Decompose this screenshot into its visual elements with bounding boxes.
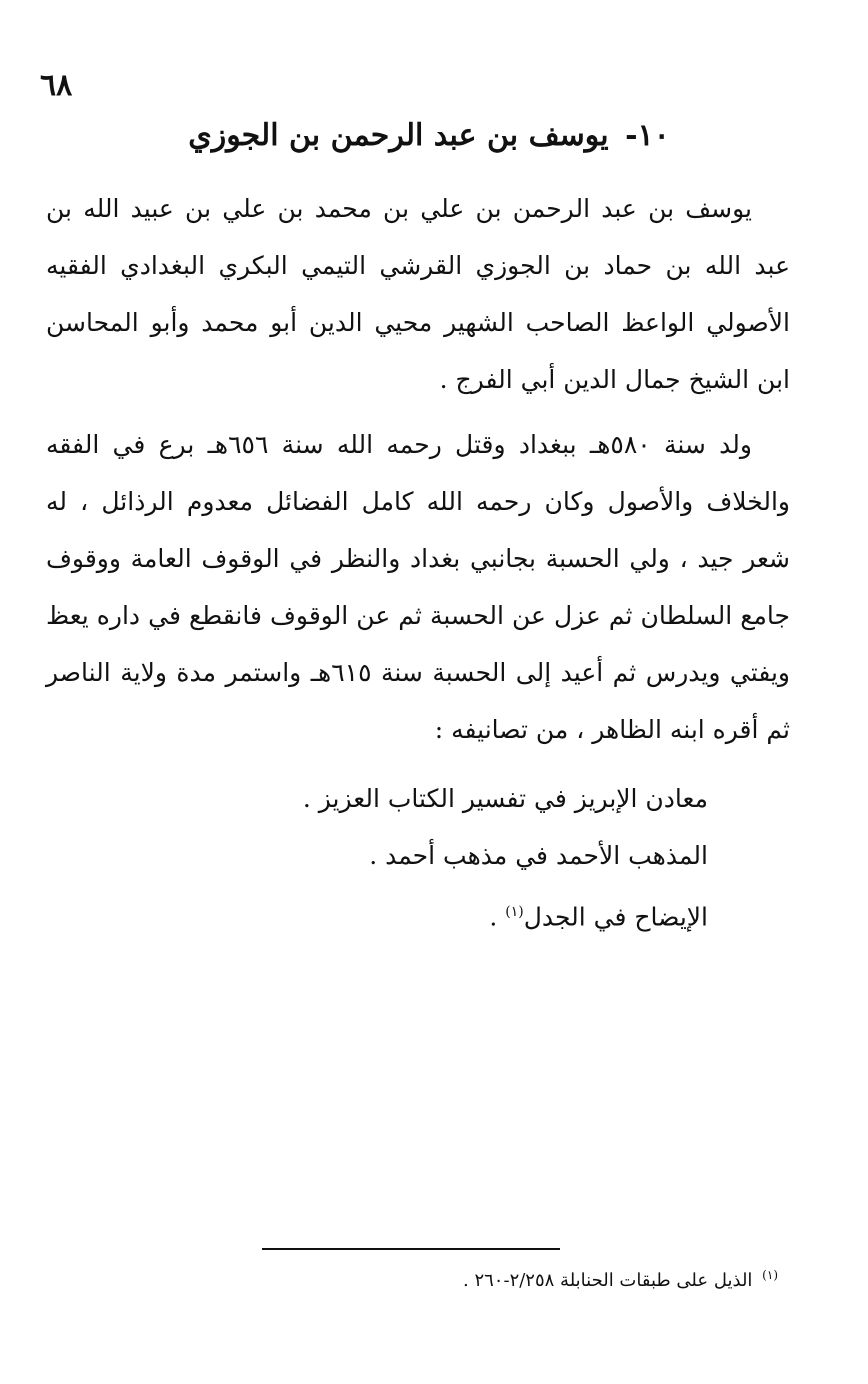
entry-body [46,180,790,758]
footnote-marker: (١) [762,1268,778,1282]
footnote [463,1262,778,1294]
work-title: الإيضاح في الجدل [523,902,708,932]
footnote-reference[interactable]: (١) [505,904,524,920]
works-list [303,770,708,945]
work-title-end: . [489,902,506,932]
work-item [303,884,708,945]
work-item [303,770,708,827]
entry-number: ١٠- [625,118,670,153]
work-title: معادن الإبريز في تفسير الكتاب العزيز . [302,784,708,813]
entry-title-text: يوسف بن عبد الرحمن بن الجوزي [188,118,609,153]
footnote-divider [262,1248,560,1250]
work-item [303,827,708,884]
page-number: ٦٨ [40,68,73,103]
entry-title [60,112,798,160]
footnote-text: الذيل على طبقات الحنابلة ٢/٢٥٨-٢٦٠ . [463,1270,753,1291]
biography-paragraph: ولد سنة ٥٨٠هـ ببغداد وقتل رحمه الله سنة ٦٥٦هـ برع في الفقه والخلاف والأصول وكان رحمه الله كامل الفضائل معدوم الرذائل ، له شعر جيد ، ولي الحسبة بجانبي بغداد والنظر في الوقوف العامة ووقوف جامع السلطان ثم عزل عن الحسبة ثم عن الوقوف فانقطع في داره يعظ ويفتي ويدرس ثم أعيد إلى الحسبة سنة ٦١٥هـ واستمر مدة ولاية الناصر ثم أقره ابنه الظاهر ، من تصانيفه : [46,430,790,744]
work-title: المذهب الأحمد في مذهب أحمد . [369,841,708,870]
biography-paragraph: يوسف بن عبد الرحمن بن علي بن محمد بن علي بن عبيد الله بن عبد الله بن حماد بن الجوزي القرشي التيمي البكري البغدادي الفقيه الأصولي الواعظ الصاحب الشهير محيي الدين أبو محمد وأبو المحاسن ابن الشيخ جمال الدين أبي الفرج . [46,194,790,394]
